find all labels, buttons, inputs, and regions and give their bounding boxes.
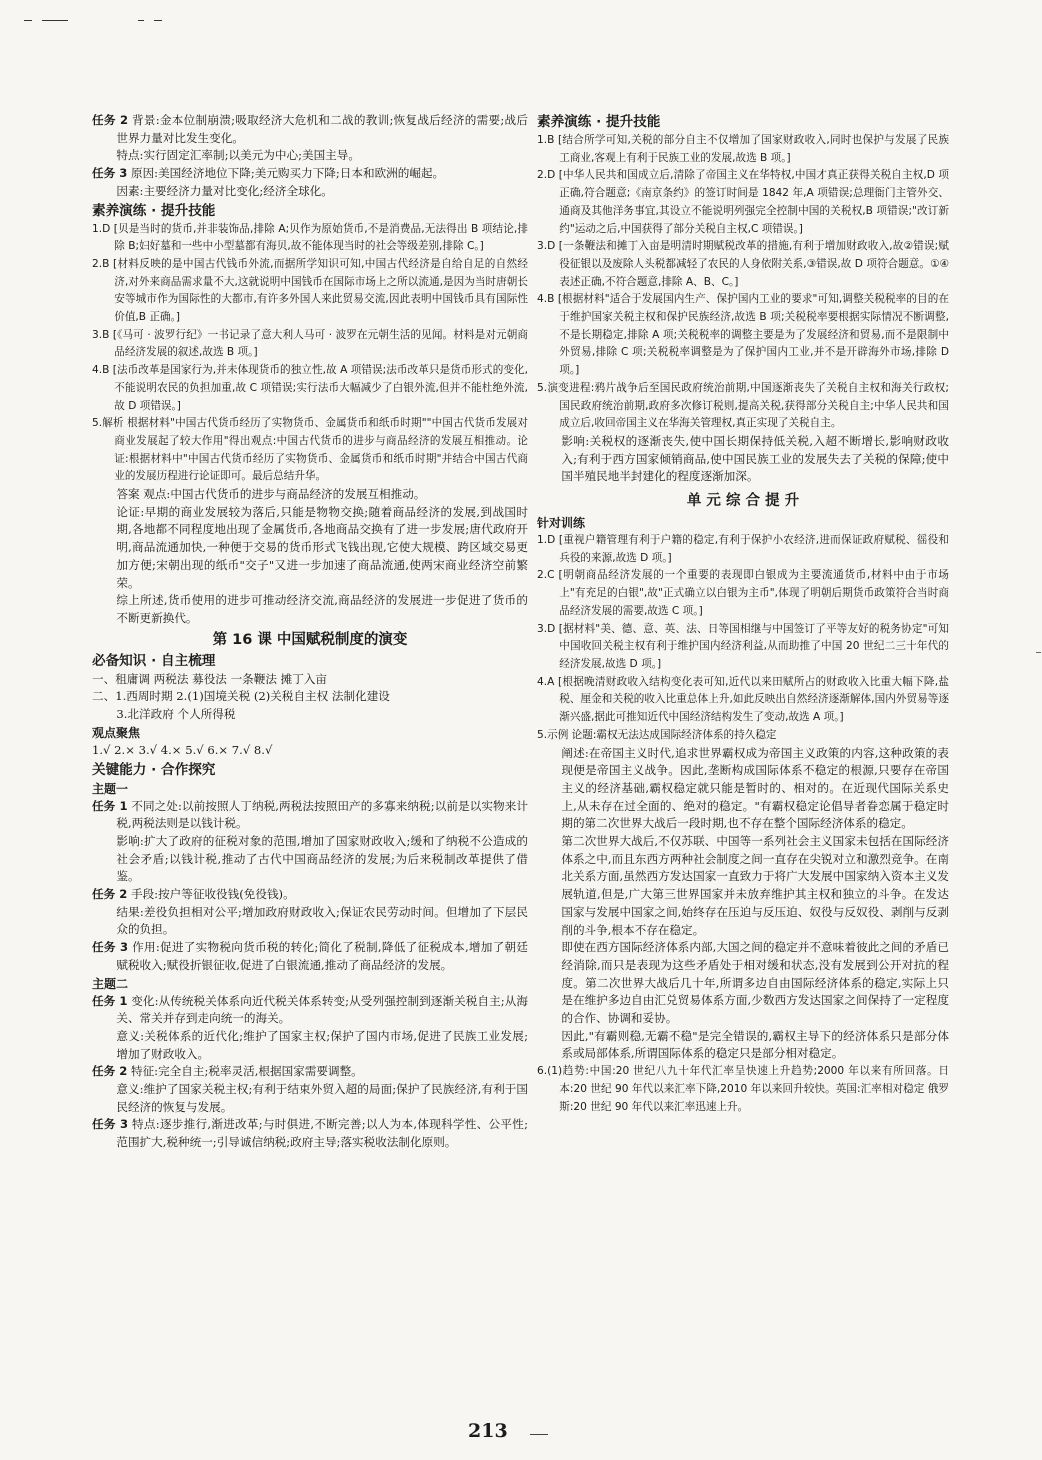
task-label: 任务 1 <box>92 993 128 1008</box>
task-label: 任务 3 <box>92 166 128 181</box>
task-text: 不同之处:以前按照人丁纳税,两税法按照田产的多寡来纳税;以前是以实物来计税,两税法则是以钱计税。 <box>116 798 528 831</box>
answer-paragraph: 结果:差役负担相对公平;增加政府财政收入;保证农民劳动时间。但增加了下层民众的负担。 <box>116 904 528 937</box>
answer-item: 3.D [一条鞭法和摊丁入亩是明清时期赋税改革的措施,有利于增加财政收入,故②错误;赋役征银以及废除人头税都减轻了农民的人身依附关系,③错误,故 D 项符合题意。①④表述正确,不符合题意,排除 A、B、C。] <box>537 240 949 288</box>
subsection-heading: 针对训练 <box>537 516 586 531</box>
answer-item: 4.A [根据晚清财政收入结构变化表可知,近代以来田赋所占的财政收入比重大幅下降,盐税、厘金和关税的收入比重总体上升,如此反映出自然经济逐渐解体,国内外贸易等逐渐兴盛,据此可推知近代中国经济结构发生了变动,故选 A 项。] <box>537 675 949 724</box>
task-paragraph <box>92 798 528 833</box>
answer-item: 1.D [重视户籍管理有利于户籍的稳定,有利于保护小农经济,进而保证政府赋税、徭役和兵役的来源,故选 D 项。] <box>537 534 949 564</box>
answer-paragraph: 影响:关税权的逐渐丧失,使中国长期保持低关税,入超不断增长,影响财政收入;有利于西方国家倾销商品,使中国民族工业的发展失去了关税的保障;使中国半殖民地半封建化的程度逐渐加深。 <box>561 433 949 484</box>
task-label: 任务 2 <box>92 887 128 902</box>
answer-paragraph: 意义:维护了国家关税主权;有利于结束外贸入超的局面;保护了民族经济,有利于国民经济的恢复与发展。 <box>116 1082 528 1114</box>
answer-paragraph: 综上所述,货币使用的进步可推动经济交流,商品经济的发展进一步促进了货币的不断更新换代。 <box>116 593 528 625</box>
task-text: 特征:完全自主;税率灵活,根据国家需要调整。 <box>130 1064 363 1079</box>
answer-paragraph: 即使在西方国际经济体系内部,大国之间的稳定并不意味着彼此之间的矛盾已经消除,而只是表现为这些矛盾处于相对缓和状态,没有发展到公开对抗的程度。第二次世界大战后几十年,所谓多边自由国际经济体系的稳定,实际上只是在维护多边自由汇兑贸易体系方面,少数西方发达国家之间保持了一定程度的合作、协调和妥协。 <box>561 940 949 1026</box>
unit-title: 单 元 综 合 提 升 <box>686 493 800 510</box>
right-column <box>537 112 949 1116</box>
answer-paragraph: 阐述:在帝国主义时代,追求世界霸权成为帝国主义政策的内容,这种政策的表现便是帝国主义战争。因此,垄断构成国际体系不稳定的根源,只要存在帝国主义的经济基础,霸权稳定就只能是暂时的、相对的。在近现代国际关系史上,从未存在过全面的、绝对的稳定。"有霸权稳定论倡导者眷恋属于稳定时期的第二次世界大战后一段时期,也不存在整个国际经济体系的稳定。 <box>561 745 949 831</box>
answer-paragraph: 因此,"有霸则稳,无霸不稳"是完全错误的,霸权主导下的经济体系只是部分体系或局部体系,所谓国际体系的稳定只是部分相对稳定。 <box>561 1028 949 1061</box>
answer-item: 2.C [明朝商品经济发展的一个重要的表现即白银成为主要流通货币,材料中由于市场上"有充足的白银",故"正式确立以白银为主币",体现了明朝后期货币政策符合当时商品经济发展的需要,故选 C 项。] <box>537 569 949 617</box>
task-text: 变化:从传统税关体系向近代税关体系转变;从受列强控制到逐渐关税自主;从海关、常关并存到走向统一的海关。 <box>116 993 528 1026</box>
answer-item: 3.B [《马可 · 波罗行纪》一书记录了意大利人马可 · 波罗在元朝生活的见闻。材料是对元朝商品经济发展的叙述,故选 B 项。] <box>92 328 528 359</box>
task-label: 任务 2 <box>92 113 129 127</box>
task-paragraph <box>92 886 528 904</box>
answer-paragraph: 影响:扩大了政府的征税对象的范围,增加了国家财政收入;缓和了纳税不公造成的社会矛盾;以钱计税,推动了古代中国商品经济的发展;为后来税制改革提供了借鉴。 <box>116 833 528 884</box>
task-paragraph <box>92 939 528 974</box>
task-paragraph <box>92 1116 528 1151</box>
corner-marks <box>24 6 172 25</box>
answer-item: 1.B [结合所学可知,关税的部分自主不仅增加了国家财政收入,同时也保护与发展了民族工商业,客观上有利于民族工业的发展,故选 B 项。] <box>537 134 949 164</box>
task-text: 作用:促进了实物税向货币税的转化;简化了税制,降低了征税成本,增加了朝廷赋税收入;赋役折银征收,促进了白银流通,推动了商品经济的发展。 <box>116 940 528 972</box>
answer-item: 4.B [法币改革是国家行为,并未体现货币的独立性,故 A 项错误;法币改革只是货币形式的变化,不能说明农民的负担加重,故 C 项错误;实行法币大幅减少了白银外流,但并不能杜绝外流,故 D 项错误。] <box>92 364 528 412</box>
task-paragraph <box>92 993 528 1028</box>
subsection-heading: 观点聚焦 <box>92 725 141 740</box>
section-heading: 素养演练 · 提升技能 <box>92 202 216 219</box>
task-paragraph <box>92 1063 528 1081</box>
task-text: 原因:美国经济地位下降;美元购买力下降;日本和欧洲的崛起。 <box>130 166 445 181</box>
answer-item: 6.(1)趋势:中国:20 世纪八九十年代汇率呈快速上升趋势;2000 年以来有所回落。日本:20 世纪 90 年代以来汇率下降,2010 年以来回升较快。英国:汇率相对稳定 俄罗斯:20 世纪 90 年代以来汇率迅速上升。 <box>537 1065 949 1113</box>
section-heading: 关键能力 · 合作探究 <box>92 761 216 778</box>
task-label: 任务 1 <box>92 798 128 813</box>
task-label: 任务 3 <box>92 1117 129 1132</box>
section-heading: 必备知识 · 自主梳理 <box>92 652 216 669</box>
answer-paragraph: 特点:实行固定汇率制;以美元为中心;美国主导。 <box>116 148 360 163</box>
answer-paragraph: 第二次世界大战后,不仅苏联、中国等一系列社会主义国家未包括在国际经济体系之中,而且东西方两种社会制度之间一直存在尖锐对立和激烈竞争。在南北关系方面,虽然西方发达国家一直致力于将广大发展中国家纳入资本主义发展轨道,但是,广大第三世界国家并未放弃维护其主权和独立的斗争。在发达国家与发展中国家之间,始终存在压迫与反压迫、奴役与反奴役、剥削与反剥削的斗争,根本不存在稳定。 <box>561 834 949 937</box>
answer-paragraph: 二、1.西周时期 2.(1)国境关税 (2)关税自主权 法制化建设 <box>92 689 390 704</box>
task-text: 特点:逐步推行,渐进改革;与时俱进,不断完善;以人为本,体现科学性、公平性;范围扩大,税种统一;引导诚信纳税;政府主导;落实税收法制化原则。 <box>116 1117 528 1150</box>
subsection-heading: 主题二 <box>92 976 129 991</box>
answer-paragraph: 论证:早期的商业发展较为落后,只能是物物交换;随着商品经济的发展,到战国时期,各地都不同程度地出现了金属货币,各地商品交换有了进一步发展;唐代政府开明,商品流通加快,一种便于交易的货币形式飞钱出现,它使大规模、跨区域交易更加方便;宋朝出现的纸币"交子"又进一步加速了商品流通,使两宋商业经济空前繁荣。 <box>116 504 528 590</box>
lesson-title: 第 16 课 中国赋税制度的演变 <box>212 631 408 648</box>
answer-paragraph: 3.北洋政府 个人所得税 <box>116 707 236 722</box>
task-label: 任务 2 <box>92 1064 128 1079</box>
answer-paragraph: 因素:主要经济力量对比变化;经济全球化。 <box>116 183 333 198</box>
answer-paragraph: 答案 观点:中国古代货币的进步与商品经济的发展互相推动。 <box>116 487 426 502</box>
left-column <box>92 112 528 1152</box>
answer-item: 5.示例 论题:霸权无法达成国际经济体系的持久稳定 <box>537 728 777 741</box>
section-heading: 素养演练 · 提升技能 <box>537 114 661 130</box>
task-paragraph <box>92 165 528 183</box>
subsection-heading: 主题一 <box>92 781 129 796</box>
answer-paragraph: 意义:关税体系的近代化;维护了国家主权;保护了国内市场,促进了民族工业发展;增加了财政收入。 <box>116 1028 528 1061</box>
task-paragraph <box>92 112 528 147</box>
answer-paragraph: 一、租庸调 两税法 募役法 一条鞭法 摊丁入亩 <box>92 671 328 686</box>
answer-item: 5.演变进程:鸦片战争后至国民政府统治前期,中国逐渐丧失了关税自主权和海关行政权;国民政府统治前期,政府多次修订税则,提高关税,获得部分关税自主;中华人民共和国成立后,收回帝国主义在华海关管理权,真正实现了关税自主。 <box>537 381 949 430</box>
answer-item: 2.D [中华人民共和国成立后,清除了帝国主义在华特权,中国才真正获得关税自主权,D 项正确,符合题意;《南京条约》的签订时间是 1842 年,A 项错误;总理衙门主管外交、通商及其他洋务事宜,其设立不能说明列强完全控制中国的关税权,B 项错误;"改订新约"运动之后,中国获得了部分关税自主权,C 项错误。] <box>537 169 949 235</box>
page-number-dash <box>530 1434 548 1435</box>
task-text: 手段:按户等征收役钱(免役钱)。 <box>130 887 295 902</box>
answer-item: 3.D [据材料"美、德、意、英、法、日等国相继与中国签订了平等友好的税务协定"可知中国收回关税主权有利于维护国内经济利益,从而助推了中国 20 世纪二三十年代的经济发展,故选 D 项。] <box>537 622 949 670</box>
task-label: 任务 3 <box>92 940 129 955</box>
page-number: 213 <box>468 1420 508 1442</box>
answer-item: 4.B [根据材料"适合于发展国内生产、保护国内工业的要求"可知,调整关税税率的目的在于维护国家关税主权和保护民族经济,故选 B 项;关税税率要根据实际情况不断调整,不是长期稳定,排除 A 项;关税税率的调整主要是为了发展经济和贸易,而不是限制中外贸易,排除 C 项;关税税率调整是为了保护国内工业,并不是开辟海外市场,排除 D 项。] <box>537 293 949 377</box>
answer-item: 5.解析 根据材料"中国古代货币经历了实物货币、金属货币和纸币时期""中国古代货币发展对商业发展起了较大作用"得出观点:中国古代货币的进步与商品经济的发展互相推动。论证:根据材料中"中国古代货币经历了实物货币、金属货币和纸币时期"并结合中国古代商业的发展历程进行论证即可。最后总结升华。 <box>92 417 528 483</box>
edge-mark <box>1036 652 1041 653</box>
answer-item: 2.B [材料反映的是中国古代钱币外流,而据所学知识可知,中国古代经济是自给自足的自然经济,对外来商品需求量不大,这就说明中国钱币在国际市场上之所以流通,是因为当时唐朝长安等城市作为国际性的大都市,有许多外国人来此贸易交流,因此表明中国钱币具有国际性价值,B 正确。] <box>92 257 528 324</box>
answer-paragraph: 1.√ 2.× 3.√ 4.× 5.√ 6.× 7.√ 8.√ <box>92 742 273 757</box>
task-text: 背景:金本位制崩溃;吸取经济大危机和二战的教训;恢复战后经济的需要;战后世界力量对比发生变化。 <box>116 113 528 145</box>
answer-item: 1.D [贝是当时的货币,并非装饰品,排除 A;贝作为原始货币,不是消费品,无法得出 B 项结论,排除 B;妇好墓和一些中小型墓都有海贝,故不能体现当时的社会等级差别,排除 C。] <box>92 222 528 253</box>
